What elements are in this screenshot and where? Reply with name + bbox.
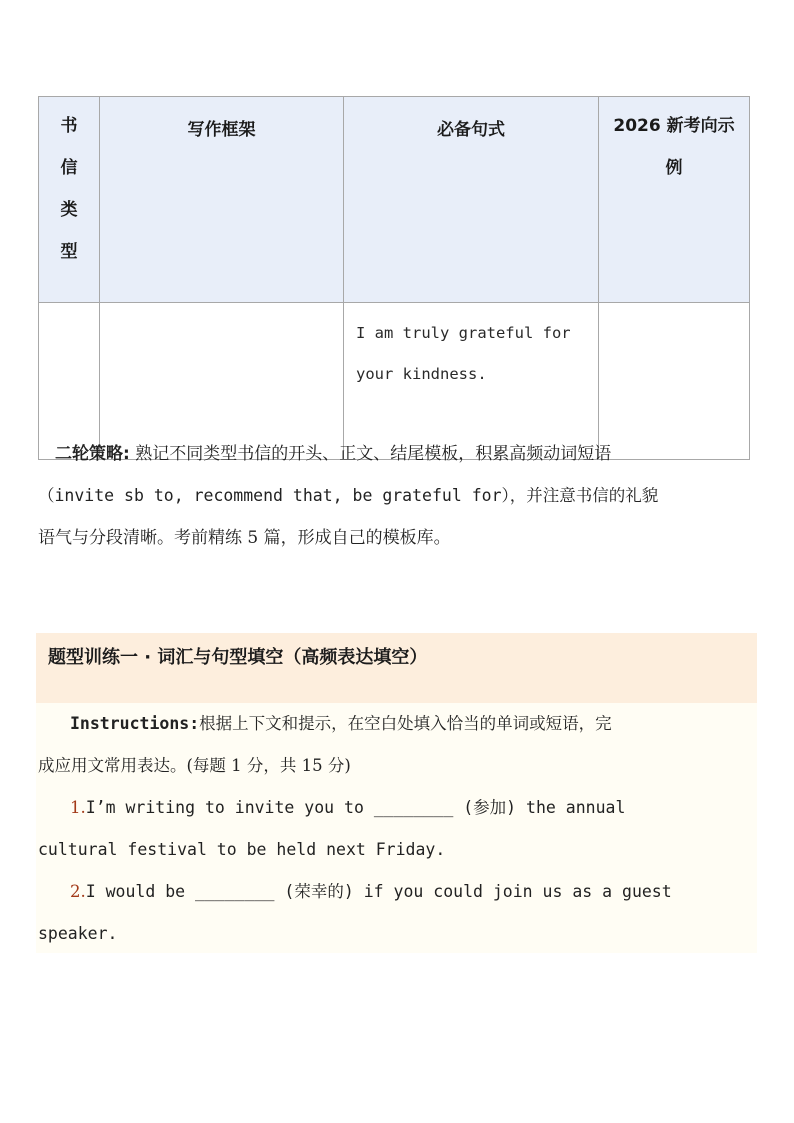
sentence-line: your kindness. xyxy=(356,365,487,383)
strategy-lead: 二轮策略: xyxy=(55,444,130,464)
instructions-label: Instructions: xyxy=(70,714,200,733)
instructions-text2: 成应用文常用表达。(每题 1 分，共 15 分) xyxy=(38,756,351,775)
question-line1: I’m writing to invite you to ________ (参加) the annual xyxy=(85,798,626,817)
header-writing-framework: 写作框架 xyxy=(100,97,344,303)
training-title: 题型训练一 · 词汇与句型填空（高频表达填空） xyxy=(36,633,757,703)
question-line2: cultural festival to be held next Friday. xyxy=(38,840,446,859)
strategy-line1: 熟记不同类型书信的开头、正文、结尾模板，积累高频动词短语 xyxy=(135,444,612,464)
question-number: 2. xyxy=(70,882,86,901)
header-letter-type xyxy=(39,97,100,303)
strategy-paragraph xyxy=(38,433,754,559)
instructions-text1: 根据上下文和提示，在空白处填入恰当的单词或短语，完 xyxy=(199,714,612,733)
header-letter-type-char: 书 xyxy=(60,116,78,136)
sentence-line: I am truly grateful for xyxy=(356,324,571,342)
instructions-line1 xyxy=(70,703,788,745)
question-line2: speaker. xyxy=(38,924,118,943)
strategy-line2: （invite sb to, recommend that, be grateful for），并注意书信的礼貌 xyxy=(38,486,659,505)
header-letter-type-char: 类 xyxy=(60,200,78,220)
header-letter-type-char: 型 xyxy=(60,242,78,262)
header-letter-type-char: 信 xyxy=(60,158,78,178)
question-line1: I would be ________ (荣幸的) if you could join us as a guest xyxy=(85,882,672,901)
strategy-line3: 语气与分段清晰。考前精练 5 篇，形成自己的模板库。 xyxy=(38,528,451,548)
letter-type-table xyxy=(38,96,750,460)
training-body xyxy=(36,703,757,953)
table-header-row xyxy=(39,97,750,303)
question-item xyxy=(70,871,788,913)
header-example-line: 2026 新考向示 xyxy=(613,116,735,136)
question-number: 1. xyxy=(70,798,86,817)
header-key-sentences: 必备句式 xyxy=(344,97,599,303)
header-new-trend-example xyxy=(599,97,750,303)
question-item xyxy=(70,787,788,829)
header-example-line: 例 xyxy=(665,158,683,178)
